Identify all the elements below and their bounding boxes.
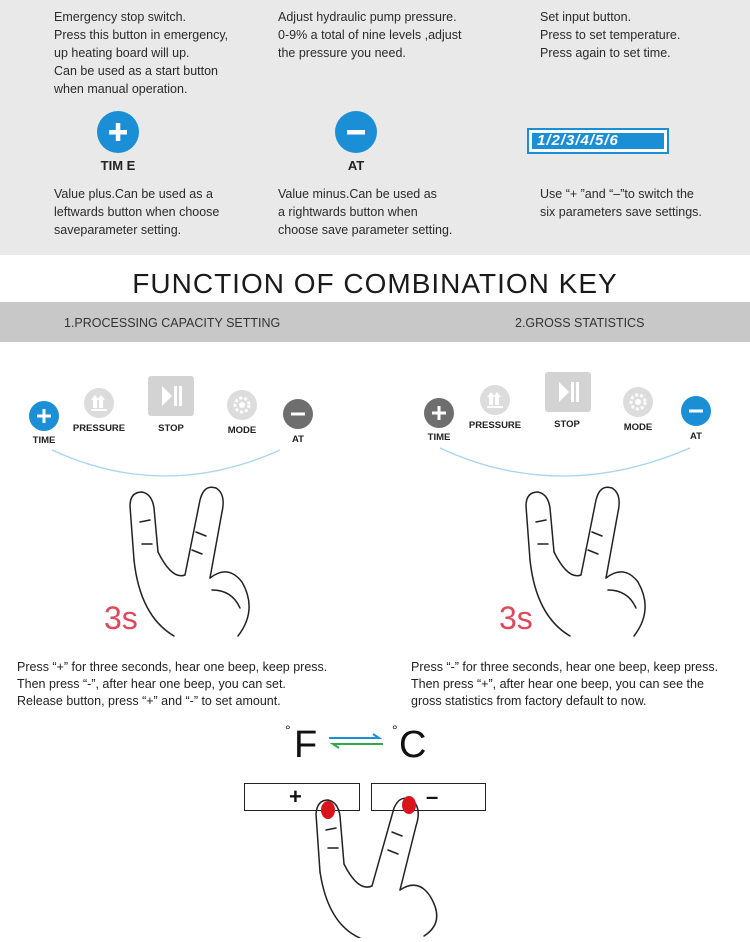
left-arc	[52, 450, 280, 476]
right-at-label: AT	[690, 431, 702, 442]
fahrenheit-label: F	[294, 724, 318, 766]
right-pressure-label: PRESSURE	[468, 420, 522, 431]
left-at-button[interactable]	[283, 399, 313, 429]
emergency-stop-description: Emergency stop switch. Press this button in emergency, up heating board will up. Can be used as a start button when manual operation.	[54, 10, 229, 96]
left-time-button[interactable]	[29, 401, 59, 431]
left-nail-icon	[321, 801, 335, 819]
celsius-label: C	[399, 724, 427, 766]
right-pressure-button[interactable]	[480, 385, 510, 415]
set-input-description: Set input button. Press to set temperature. Press again to set time.	[540, 10, 681, 60]
plus-icon	[29, 401, 59, 431]
minus-button[interactable]	[335, 111, 377, 153]
gear-icon	[623, 387, 653, 417]
right-stop-button[interactable]	[545, 372, 591, 412]
page-title: FUNCTION OF COMBINATION KEY	[132, 268, 618, 299]
right-arc	[440, 448, 690, 476]
left-mode-button[interactable]	[227, 390, 257, 420]
double-up-arrow-icon	[84, 388, 114, 418]
switch-description: Use “+ ”and “–”to switch the six parameters save settings.	[540, 187, 702, 219]
double-up-arrow-icon	[480, 385, 510, 415]
right-hand-icon	[526, 487, 645, 636]
parameter-numbers: 1/2/3/4/5/6	[537, 132, 619, 149]
left-hold-time: 3s	[104, 600, 138, 636]
swap-arrows-icon	[327, 733, 385, 749]
minus-description: Value minus.Can be used as a rightwards button when choose save parameter setting.	[278, 187, 453, 237]
parameter-number-strip	[527, 128, 669, 154]
play-pause-icon	[545, 372, 591, 412]
left-instructions: Press “+” for three seconds, hear one beep, keep press. Then press “-”, after hear one beep, you can set. Release button, press “+” and “-” to set amount.	[17, 660, 328, 708]
right-instructions: Press “-” for three seconds, hear one beep, keep press. Then press “+”, after hear one beep, you can see the gross statistics from factory default to now.	[411, 660, 719, 708]
play-pause-icon	[148, 376, 194, 416]
celsius-degree-symbol: °	[392, 722, 398, 738]
minus-icon	[283, 399, 313, 429]
minus-icon	[335, 111, 377, 153]
left-time-label: TIME	[32, 435, 56, 446]
right-nail-icon	[402, 796, 416, 814]
gear-icon	[227, 390, 257, 420]
right-hold-time: 3s	[499, 600, 533, 636]
fahrenheit-degree-symbol: °	[285, 722, 291, 738]
plus-key-label: +	[289, 784, 302, 809]
left-pressure-button[interactable]	[84, 388, 114, 418]
pressing-hand-icon	[290, 786, 460, 938]
plus-icon	[97, 111, 139, 153]
left-mode-label: MODE	[227, 425, 257, 436]
right-stop-label: STOP	[554, 419, 580, 430]
plus-description: Value plus.Can be used as a leftwards button when choose saveparameter setting.	[54, 187, 220, 237]
left-section-title: 1.PROCESSING CAPACITY SETTING	[64, 316, 281, 330]
right-section-title: 2.GROSS STATISTICS	[515, 316, 645, 330]
pressure-description: Adjust hydraulic pump pressure. 0-9% a total of nine levels ,adjust the pressure you need.	[278, 10, 462, 60]
right-at-button[interactable]	[681, 396, 711, 426]
left-at-label: AT	[292, 434, 304, 445]
left-stop-button[interactable]	[148, 376, 194, 416]
right-time-label: TIME	[427, 432, 451, 443]
minus-icon	[681, 396, 711, 426]
at-button-label: AT	[347, 158, 365, 173]
left-stop-label: STOP	[158, 423, 184, 434]
plus-icon	[424, 398, 454, 428]
section-title-bar	[0, 302, 750, 342]
left-pressure-label: PRESSURE	[72, 423, 126, 434]
right-mode-label: MODE	[623, 422, 653, 433]
left-hand-icon	[130, 487, 249, 636]
time-button-label: TIM E	[100, 158, 136, 173]
minus-key-label: –	[426, 784, 439, 809]
plus-button[interactable]	[97, 111, 139, 153]
right-time-button[interactable]	[424, 398, 454, 428]
top-panel	[0, 0, 750, 255]
right-mode-button[interactable]	[623, 387, 653, 417]
